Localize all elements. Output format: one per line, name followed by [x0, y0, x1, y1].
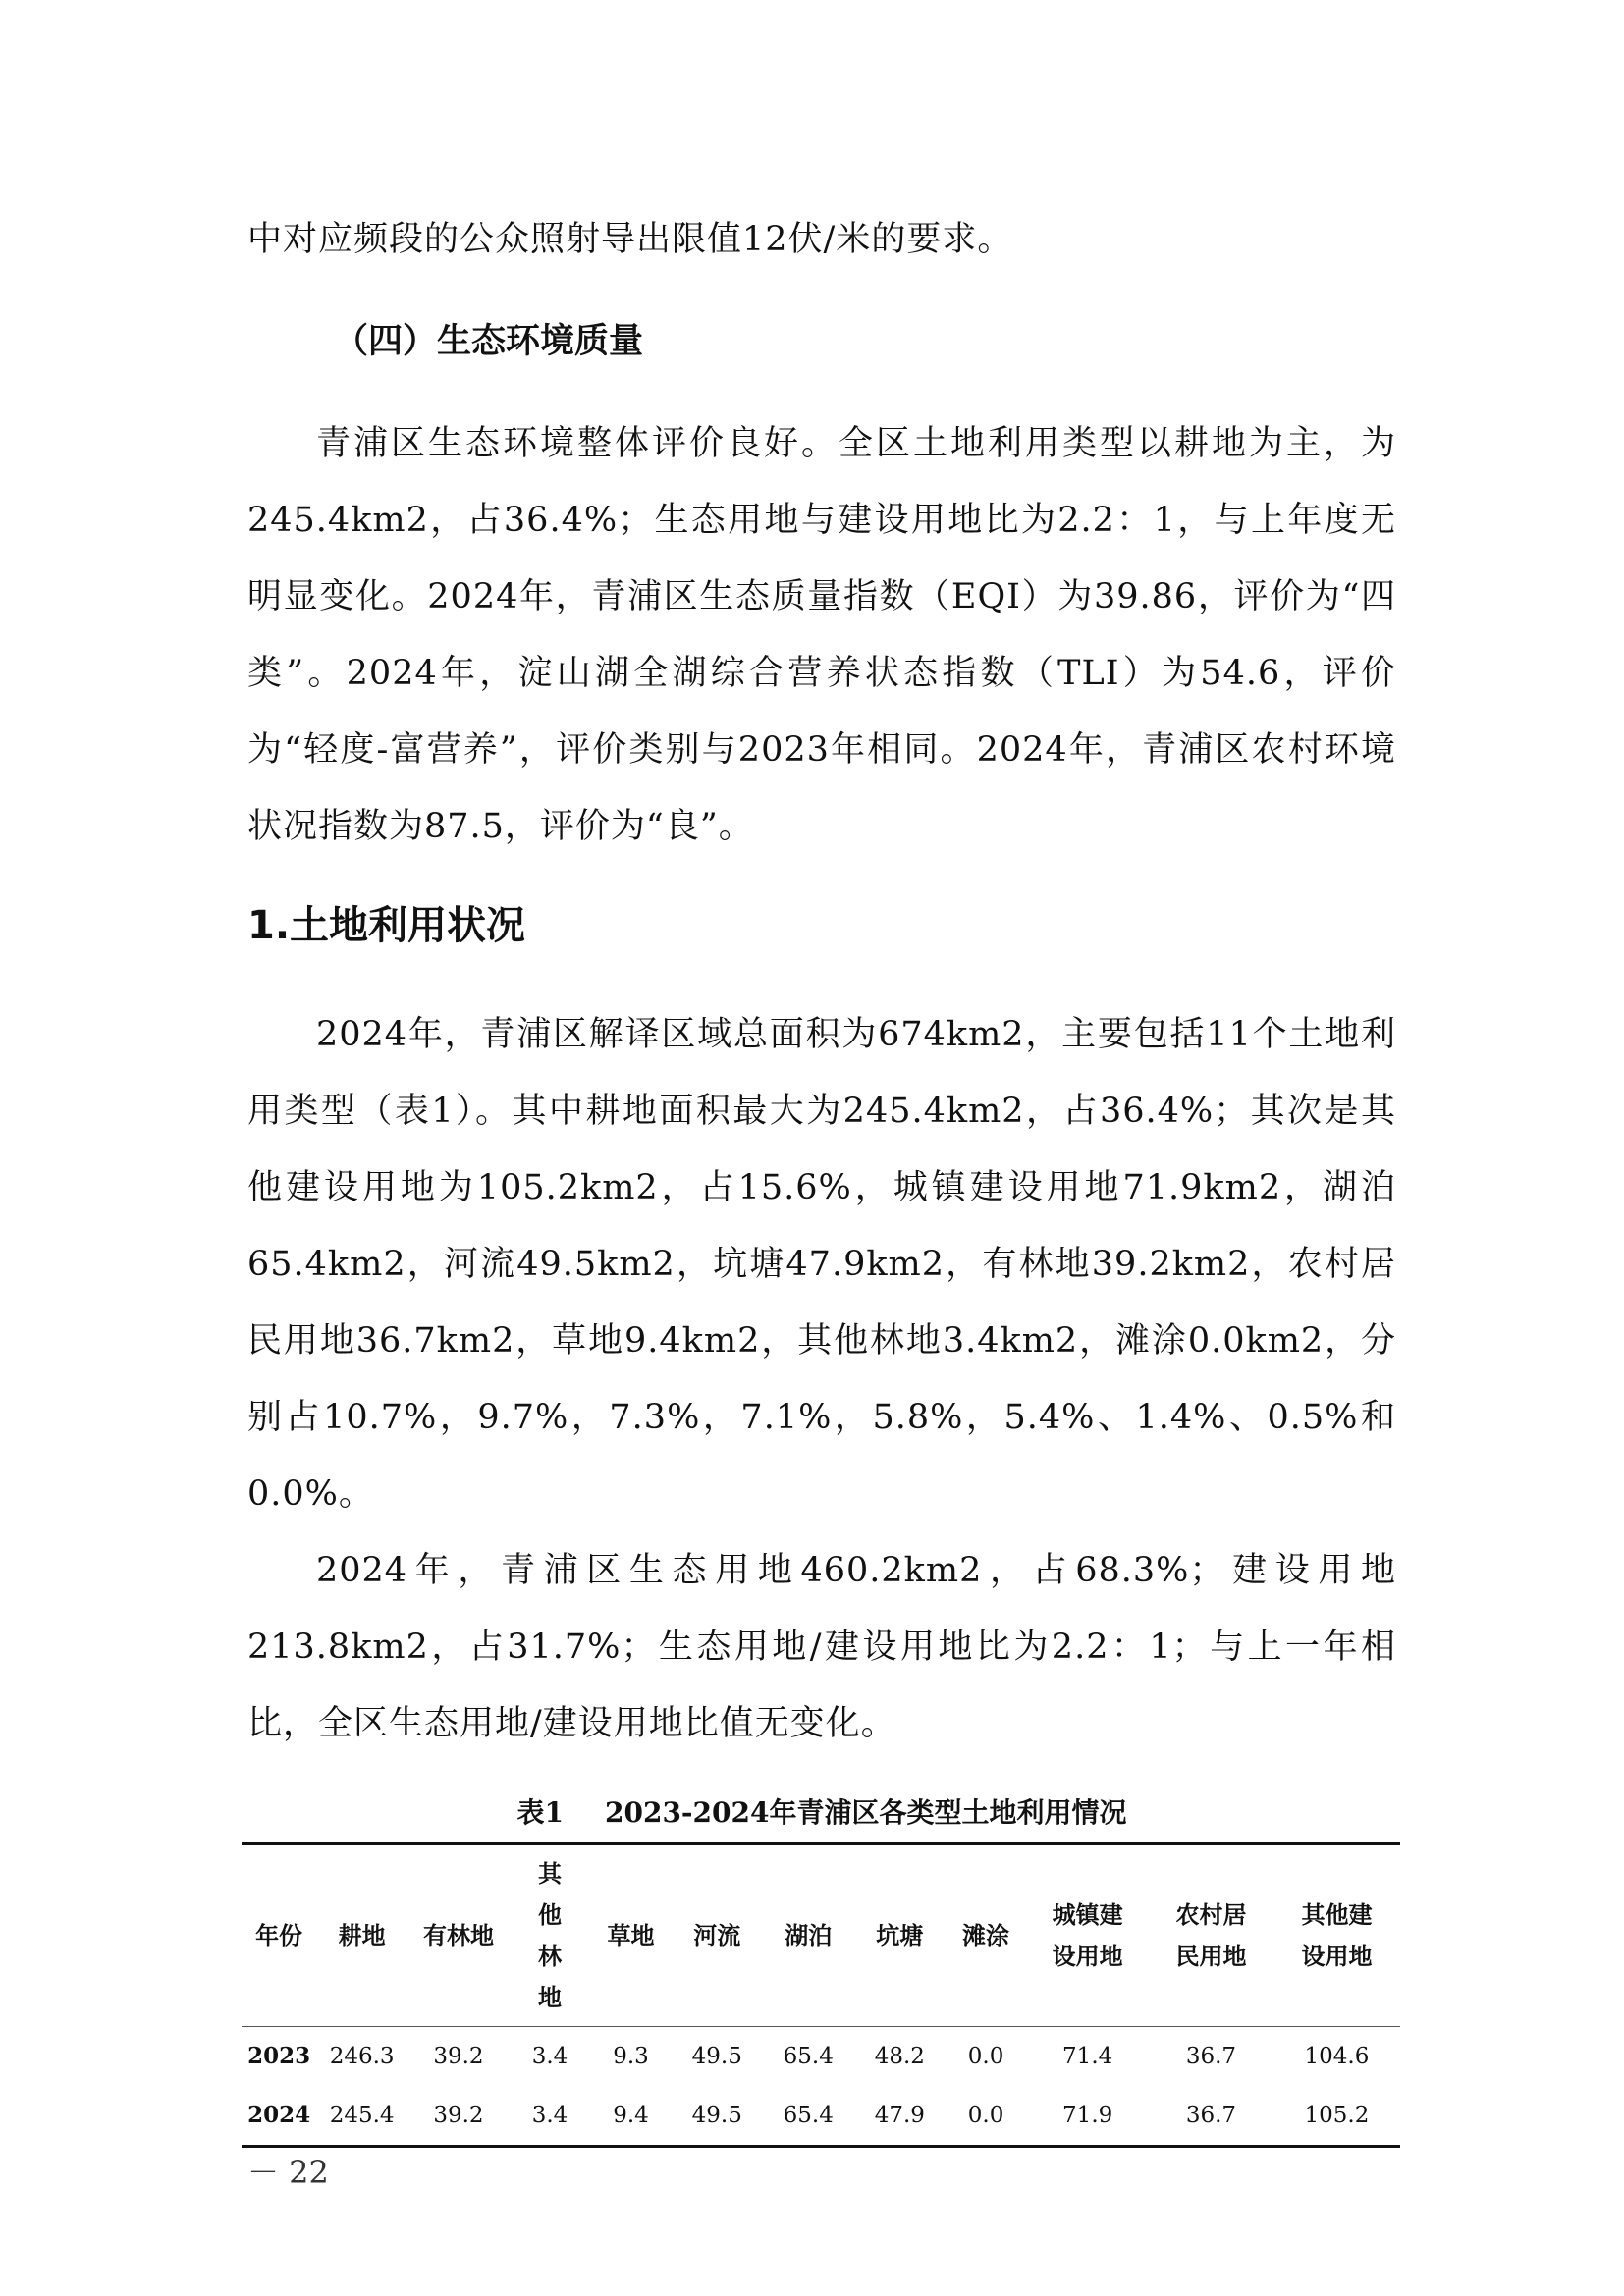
- table-caption: [247, 1791, 1396, 1831]
- table-header-cell: 农村居民用地: [1175, 1901, 1247, 1970]
- heading-land-use: 1.土地利用状况: [247, 903, 526, 948]
- table-cell: 65.4: [783, 2044, 834, 2069]
- page-number: － 22: [247, 2154, 329, 2191]
- table-cell: 246.3: [329, 2044, 395, 2069]
- table-cell-year: 2023: [247, 2043, 311, 2069]
- paragraph-continuation: 中对应频段的公众照射导出限值12伏/米的要求。: [247, 220, 1013, 259]
- table-cell-year: 2024: [247, 2102, 311, 2128]
- table-cell: 48.2: [874, 2044, 925, 2069]
- table-header-cell: 其他建设用地: [1301, 1901, 1373, 1970]
- table-cell: 9.4: [613, 2103, 649, 2128]
- table-cell: 36.7: [1185, 2044, 1237, 2069]
- paragraph-land-use-detail: 2024年，青浦区解译区域总面积为674km2，主要包括11个土地利用类型（表1）。其中耕地面积最大为245.4km2，占36.4%；其次是其他建设用地为105.2km2，占15.6%，城镇建设用地71.9km2，湖泊65.4km2，河流49.5km2，坑塘47.9km2，有林地39.2km2，农村居民用地36.7km2，草地9.4km2，其他林地3.4km2，滩涂0.0km2，分别占10.7%，9.7%，7.3%，7.1%，5.8%，5.4%、1.4%、0.5%和0.0%。: [247, 1015, 1396, 1514]
- table-cell: 71.9: [1062, 2103, 1113, 2128]
- table-cell: 71.4: [1062, 2044, 1113, 2069]
- table-cell: 104.6: [1304, 2044, 1370, 2069]
- table-cell: 65.4: [783, 2103, 834, 2128]
- table-header-row: [242, 1844, 1400, 2027]
- table-cell: 3.4: [531, 2103, 568, 2128]
- table-cell: 3.4: [531, 2044, 568, 2069]
- table-row: [242, 2086, 1400, 2147]
- table-caption-label: 表1: [516, 1796, 564, 1829]
- table-cell: 0.0: [967, 2044, 1004, 2069]
- table-cell: 47.9: [874, 2103, 925, 2128]
- table-header-cell: 有林地: [422, 1922, 494, 1949]
- table-cell: 9.3: [613, 2044, 649, 2069]
- table-header-cell: 年份: [255, 1922, 303, 1949]
- table-header-cell: 滩涂: [962, 1922, 1010, 1949]
- table-header-cell: 河流: [693, 1922, 741, 1949]
- table-header-cell: 其他林地: [538, 1860, 563, 2011]
- table-caption-title: 2023-2024年青浦区各类型土地利用情况: [605, 1796, 1127, 1829]
- table-cell: 245.4: [329, 2103, 395, 2128]
- table-cell: 39.2: [433, 2044, 484, 2069]
- table-header-cell: 湖泊: [785, 1922, 833, 1949]
- table-cell: 49.5: [691, 2044, 742, 2069]
- table-cell: 39.2: [433, 2103, 484, 2128]
- table-header-cell: 坑塘: [876, 1922, 924, 1949]
- table-row: [242, 2027, 1400, 2087]
- document-body: [247, 201, 1396, 2148]
- table-cell: 0.0: [967, 2103, 1004, 2128]
- table-header-cell: 耕地: [338, 1922, 386, 1949]
- land-use-table: [242, 1842, 1400, 2148]
- paragraph-land-use-ratio: 2024年，青浦区生态用地460.2km2，占68.3%；建设用地213.8km2，占31.7%；生态用地/建设用地比为2.2：1；与上一年相比，全区生态用地/建设用地比值无变化。: [247, 1551, 1396, 1743]
- table-cell: 49.5: [691, 2103, 742, 2128]
- section-heading-ecology: （四）生态环境质量: [334, 322, 644, 361]
- table-cell: 36.7: [1185, 2103, 1237, 2128]
- table-header-cell: 城镇建设用地: [1052, 1901, 1123, 1970]
- paragraph-ecology-summary: 青浦区生态环境整体评价良好。全区土地利用类型以耕地为主，为245.4km2，占36.4%；生态用地与建设用地比为2.2：1，与上年度无明显变化。2024年，青浦区生态质量指数（EQI）为39.86，评价为“四类”。2024年，淀山湖全湖综合营养状态指数（TLI）为54.6，评价为“轻度-富营养”，评价类别与2023年相同。2024年，青浦区农村环境状况指数为87.5，评价为“良”。: [247, 424, 1396, 846]
- table-header-cell: 草地: [607, 1922, 655, 1949]
- table-cell: 105.2: [1304, 2103, 1370, 2128]
